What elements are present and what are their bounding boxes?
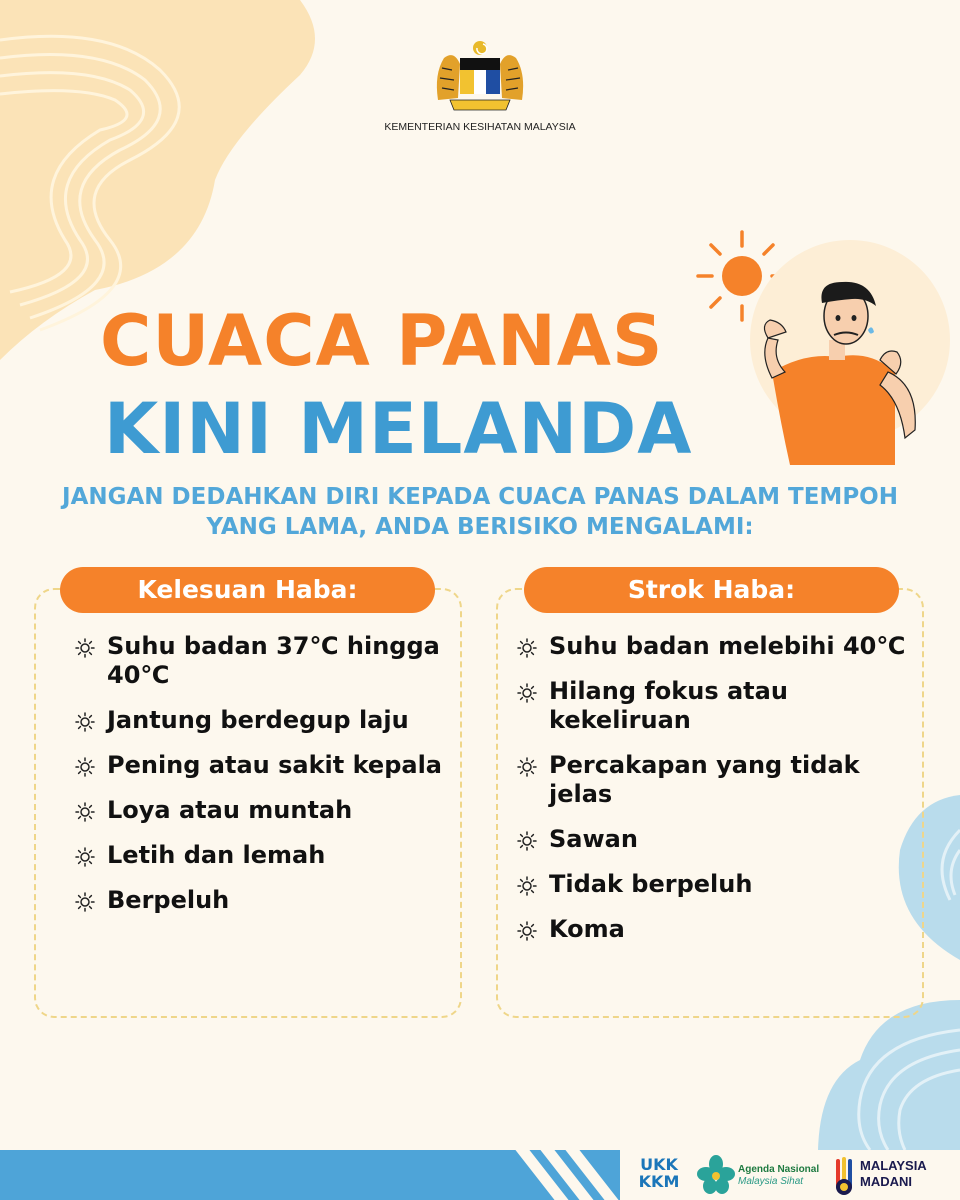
heat-stroke-list	[517, 632, 927, 960]
list-item-text: Berpeluh	[107, 886, 230, 914]
heat-exhaustion-list	[75, 632, 450, 931]
list-item	[517, 825, 927, 854]
sun-bullet-icon	[75, 847, 95, 867]
sun-bullet-icon	[517, 921, 537, 941]
list-item-text: Percakapan yang tidak jelas	[549, 751, 860, 808]
list-item	[75, 632, 450, 690]
list-item-text: Sawan	[549, 825, 638, 853]
sun-bullet-icon	[517, 683, 537, 703]
ukk-kkm-logo	[636, 1156, 682, 1190]
list-item-text: Pening atau sakit kepala	[107, 751, 442, 779]
madani-line1: MALAYSIA	[860, 1158, 927, 1173]
agenda-nasional-logo	[738, 1164, 819, 1188]
title-line-2: KINI MELANDA	[104, 388, 693, 470]
list-item	[75, 886, 450, 915]
list-item-text: Suhu badan melebihi 40℃	[549, 632, 906, 660]
list-item	[517, 870, 927, 899]
sun-bullet-icon	[517, 757, 537, 777]
hot-person-illustration	[750, 240, 950, 465]
sun-bullet-icon	[75, 712, 95, 732]
list-item	[517, 677, 927, 735]
sun-bullet-icon	[75, 757, 95, 777]
list-item	[75, 751, 450, 780]
sun-bullet-icon	[75, 802, 95, 822]
list-item	[75, 841, 450, 870]
madani-line2: MADANI	[860, 1174, 912, 1189]
ukk-logo-line2: KKM	[638, 1172, 680, 1191]
ukk-logo-line1: UKK	[640, 1155, 678, 1174]
list-item-text: Suhu badan 37℃ hingga 40℃	[107, 632, 440, 689]
sun-bullet-icon	[75, 638, 95, 658]
list-item-text: Koma	[549, 915, 625, 943]
list-item	[517, 751, 927, 809]
agenda-line1: Agenda Nasional	[738, 1164, 820, 1175]
list-item-text: Loya atau muntah	[107, 796, 353, 824]
ministry-name: KEMENTERIAN KESIHATAN MALAYSIA	[384, 121, 576, 133]
list-item	[517, 915, 927, 944]
warning-subtitle: JANGAN DEDAHKAN DIRI KEPADA CUACA PANAS DALAM TEMPOH YANG LAMA, ANDA BERISIKO MENGALAMI:	[62, 484, 898, 540]
list-item	[75, 706, 450, 735]
coat-of-arms-icon	[428, 38, 532, 114]
title-line-1: CUACA PANAS	[100, 300, 664, 382]
malaysia-madani-logo	[860, 1158, 927, 1190]
sun-bullet-icon	[517, 638, 537, 658]
heat-stroke-heading: Strok Haba:	[524, 567, 899, 613]
list-item-text: Letih dan lemah	[107, 841, 326, 869]
list-item	[517, 632, 927, 661]
heat-exhaustion-heading: Kelesuan Haba:	[60, 567, 435, 613]
agenda-line2: Malaysia Sihat	[738, 1176, 804, 1187]
list-item-text: Tidak berpeluh	[549, 870, 753, 898]
sun-bullet-icon	[75, 892, 95, 912]
list-item-text: Hilang fokus atau kekeliruan	[549, 677, 788, 734]
sun-bullet-icon	[517, 831, 537, 851]
sun-bullet-icon	[517, 876, 537, 896]
list-item	[75, 796, 450, 825]
list-item-text: Jantung berdegup laju	[107, 706, 409, 734]
